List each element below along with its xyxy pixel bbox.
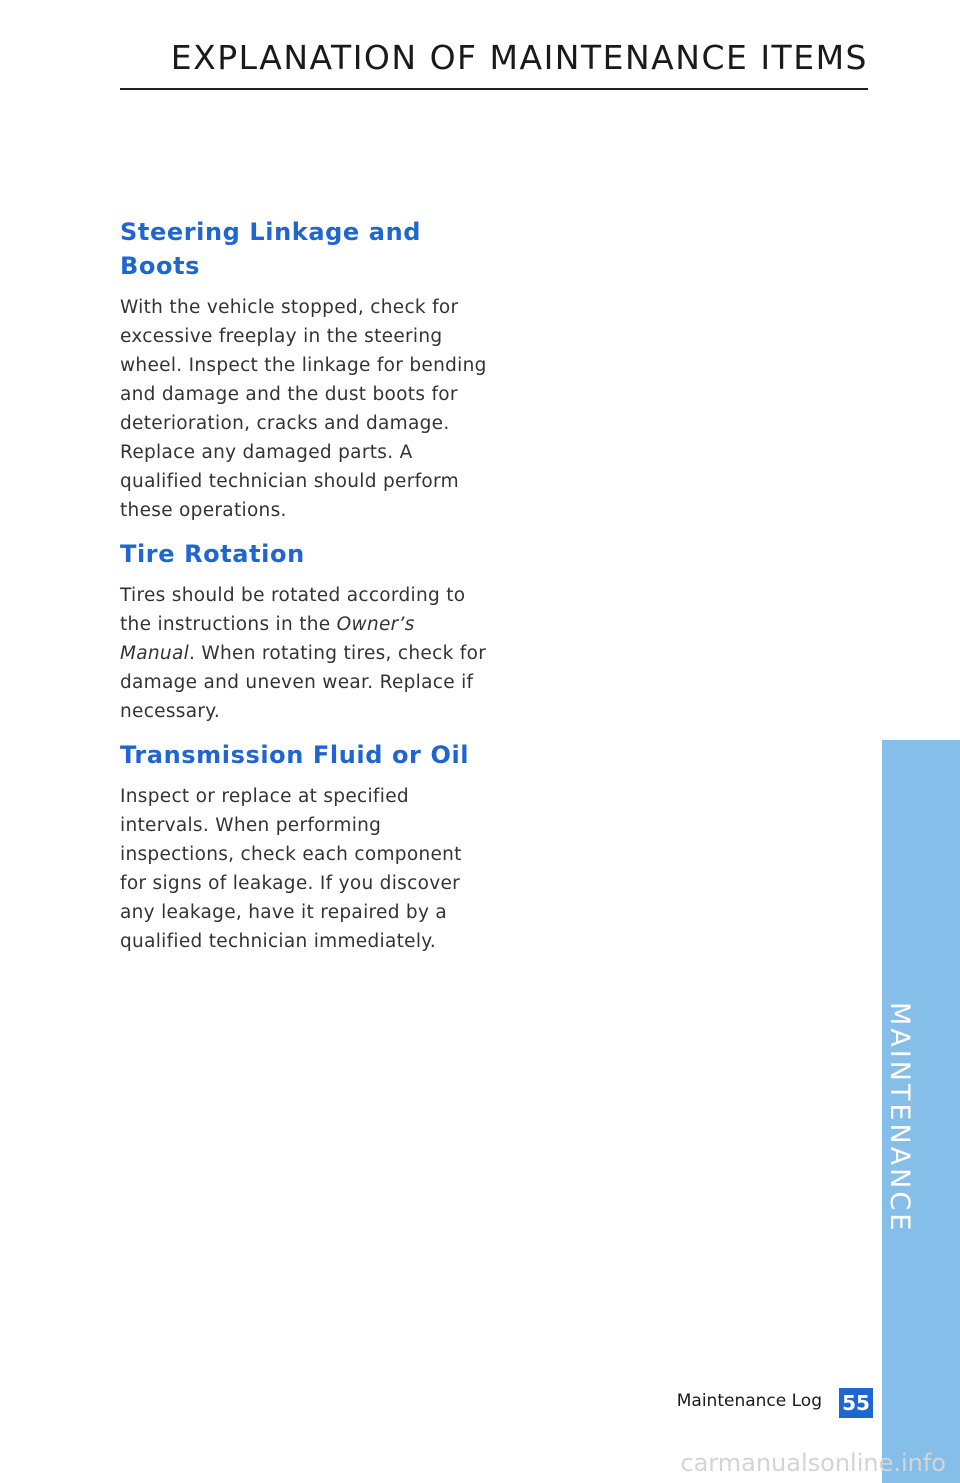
content-column (120, 215, 490, 968)
section-title: Transmission Fluid or Oil (120, 741, 470, 769)
page-header (120, 38, 868, 90)
footer-label: Maintenance Log (676, 1391, 822, 1411)
section-title: Steering Linkage and Boots (120, 218, 422, 280)
body-text: Tires should be rotated according to the instructions in the (120, 585, 466, 635)
section-steering-linkage (120, 215, 490, 525)
section-title: Tire Rotation (120, 540, 305, 568)
section-transmission-fluid (120, 738, 490, 956)
page-number-badge: 55 (839, 1388, 873, 1418)
section-body (120, 581, 490, 726)
section-body: With the vehicle stopped, check for excessive freeplay in the steering wheel. Inspect the linkage for bending and damage and the dust boots for deterioration, cracks and damage. Replace any damaged parts. A qualified technician should perform these operations. (120, 297, 487, 521)
section-tire-rotation (120, 537, 490, 726)
page-title: EXPLANATION OF MAINTENANCE ITEMS (170, 38, 868, 77)
chapter-tab-label: MAINTENANCE (884, 1002, 915, 1234)
watermark: carmanualsonline.info (680, 1449, 946, 1477)
section-body: Inspect or replace at specified intervals. When performing inspections, check each component for signs of leakage. If you discover any leakage, have it repaired by a qualified technician immediately. (120, 786, 462, 952)
body-text: . When rotating tires, check for damage and uneven wear. Replace if necessary. (120, 643, 487, 722)
manual-reference: Owner’s Manual (120, 614, 415, 664)
